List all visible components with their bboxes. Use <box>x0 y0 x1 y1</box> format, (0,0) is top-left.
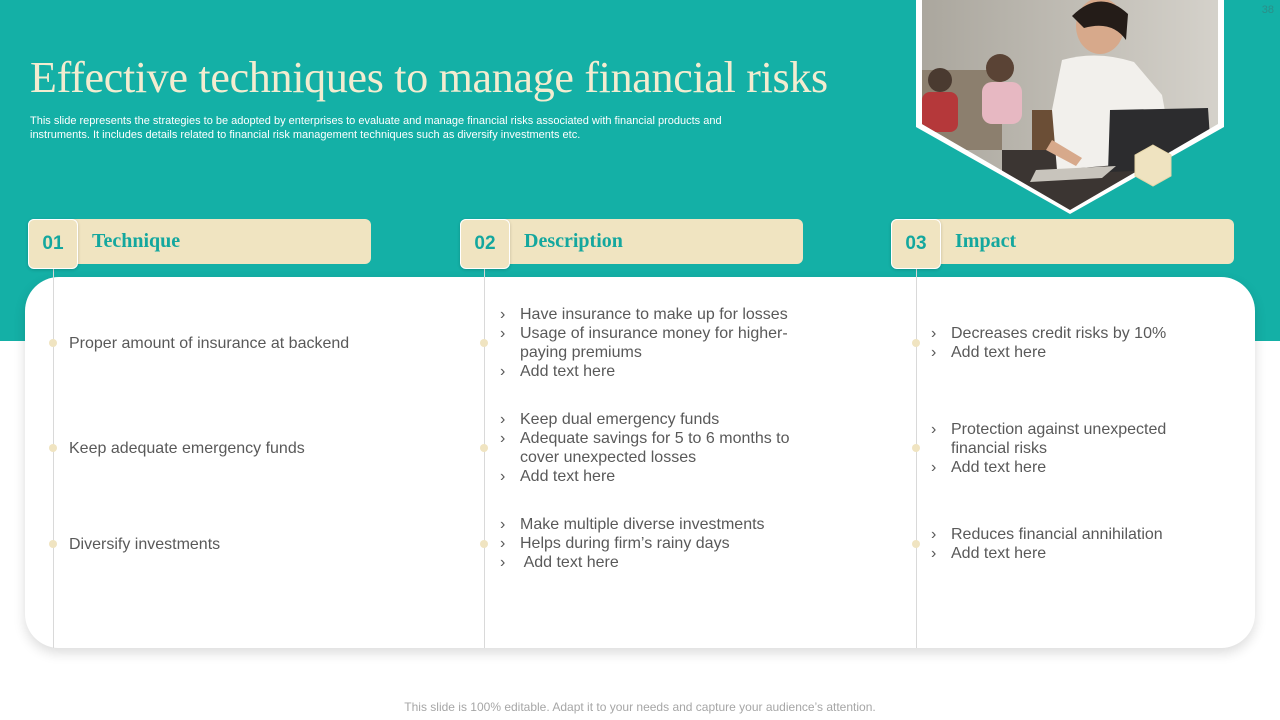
description-list-2 <box>500 410 805 486</box>
impact-list-3 <box>931 525 1191 563</box>
list-item: › Add text here <box>500 554 619 571</box>
slide-title: Effective techniques to manage financial risks <box>30 53 828 102</box>
header-bar <box>460 219 803 264</box>
row-marker-dot <box>49 339 57 347</box>
chevron-right-icon: › <box>931 459 937 476</box>
technique-3: Diversify investments <box>69 536 221 553</box>
slide-subtitle: This slide represents the strategies to be adopted by enterprises to evaluate and manage financial risks associated with financial products and instruments. It includes details related to financial risk management techniques such as diversify investments etc. <box>30 115 722 141</box>
list-item: › Add text here <box>931 545 1047 562</box>
impact-list-2 <box>931 420 1191 477</box>
row-marker-dot <box>912 444 920 452</box>
list-item: › Have insurance to make up for losses <box>500 306 788 323</box>
row-marker-dot <box>912 540 920 548</box>
chevron-right-icon: › <box>500 411 506 428</box>
list-item: › Reduces financial annihilation <box>931 526 1163 543</box>
chevron-right-icon: › <box>931 344 937 361</box>
row-marker-dot <box>480 540 488 548</box>
chevron-right-icon: › <box>500 430 506 447</box>
technique-2: Keep adequate emergency funds <box>69 440 305 457</box>
row-marker-dot <box>480 339 488 347</box>
header-bar <box>891 219 1234 264</box>
list-item: › Keep dual emergency funds <box>500 411 720 428</box>
row-marker-dot <box>912 339 920 347</box>
chevron-right-icon: › <box>500 363 506 380</box>
list-item: › Adequate savings for 5 to 6 months to cover unexpected losses <box>500 430 790 466</box>
chevron-right-icon: › <box>500 535 506 552</box>
header-label: Impact <box>955 230 1017 252</box>
footer-note: This slide is 100% editable. Adapt it to your needs and capture your audience’s attention. <box>404 700 876 714</box>
row-marker-dot <box>49 540 57 548</box>
slide-number: 38 <box>1261 4 1274 16</box>
header-label: Description <box>524 230 623 252</box>
header-number: 01 <box>28 219 78 269</box>
chevron-right-icon: › <box>931 545 937 562</box>
list-item: › Usage of insurance money for higher-paying premiums <box>500 325 788 361</box>
list-item: › Add text here <box>931 344 1047 361</box>
header-number: 02 <box>460 219 510 269</box>
header-bar <box>28 219 371 264</box>
chevron-right-icon: › <box>500 468 506 485</box>
technique-1: Proper amount of insurance at backend <box>69 335 350 352</box>
chevron-right-icon: › <box>931 421 937 438</box>
header-description <box>460 219 803 264</box>
description-list-3 <box>500 515 805 572</box>
row-marker-dot <box>480 444 488 452</box>
list-item: › Add text here <box>931 459 1047 476</box>
hexagon-photo <box>912 0 1228 214</box>
description-list-1 <box>500 305 805 381</box>
list-item: › Helps during firm’s rainy days <box>500 535 730 552</box>
chevron-right-icon: › <box>500 325 506 342</box>
column-divider-impact <box>916 268 917 648</box>
header-impact <box>891 219 1234 264</box>
list-item: › Protection against unexpected financial risks <box>931 421 1167 457</box>
chevron-right-icon: › <box>500 306 506 323</box>
header-technique <box>28 219 371 264</box>
impact-list-1 <box>931 324 1191 362</box>
row-marker-dot <box>49 444 57 452</box>
chevron-right-icon: › <box>500 516 506 533</box>
list-item: › Add text here <box>500 363 616 380</box>
header-label: Technique <box>92 230 181 252</box>
chevron-right-icon: › <box>931 325 937 342</box>
column-divider-technique <box>53 268 54 648</box>
list-item: › Make multiple diverse investments <box>500 516 765 533</box>
chevron-right-icon: › <box>500 554 506 571</box>
list-item: › Decreases credit risks by 10% <box>931 325 1167 342</box>
header-number: 03 <box>891 219 941 269</box>
list-item: › Add text here <box>500 468 616 485</box>
column-divider-description <box>484 268 485 648</box>
chevron-right-icon: › <box>931 526 937 543</box>
